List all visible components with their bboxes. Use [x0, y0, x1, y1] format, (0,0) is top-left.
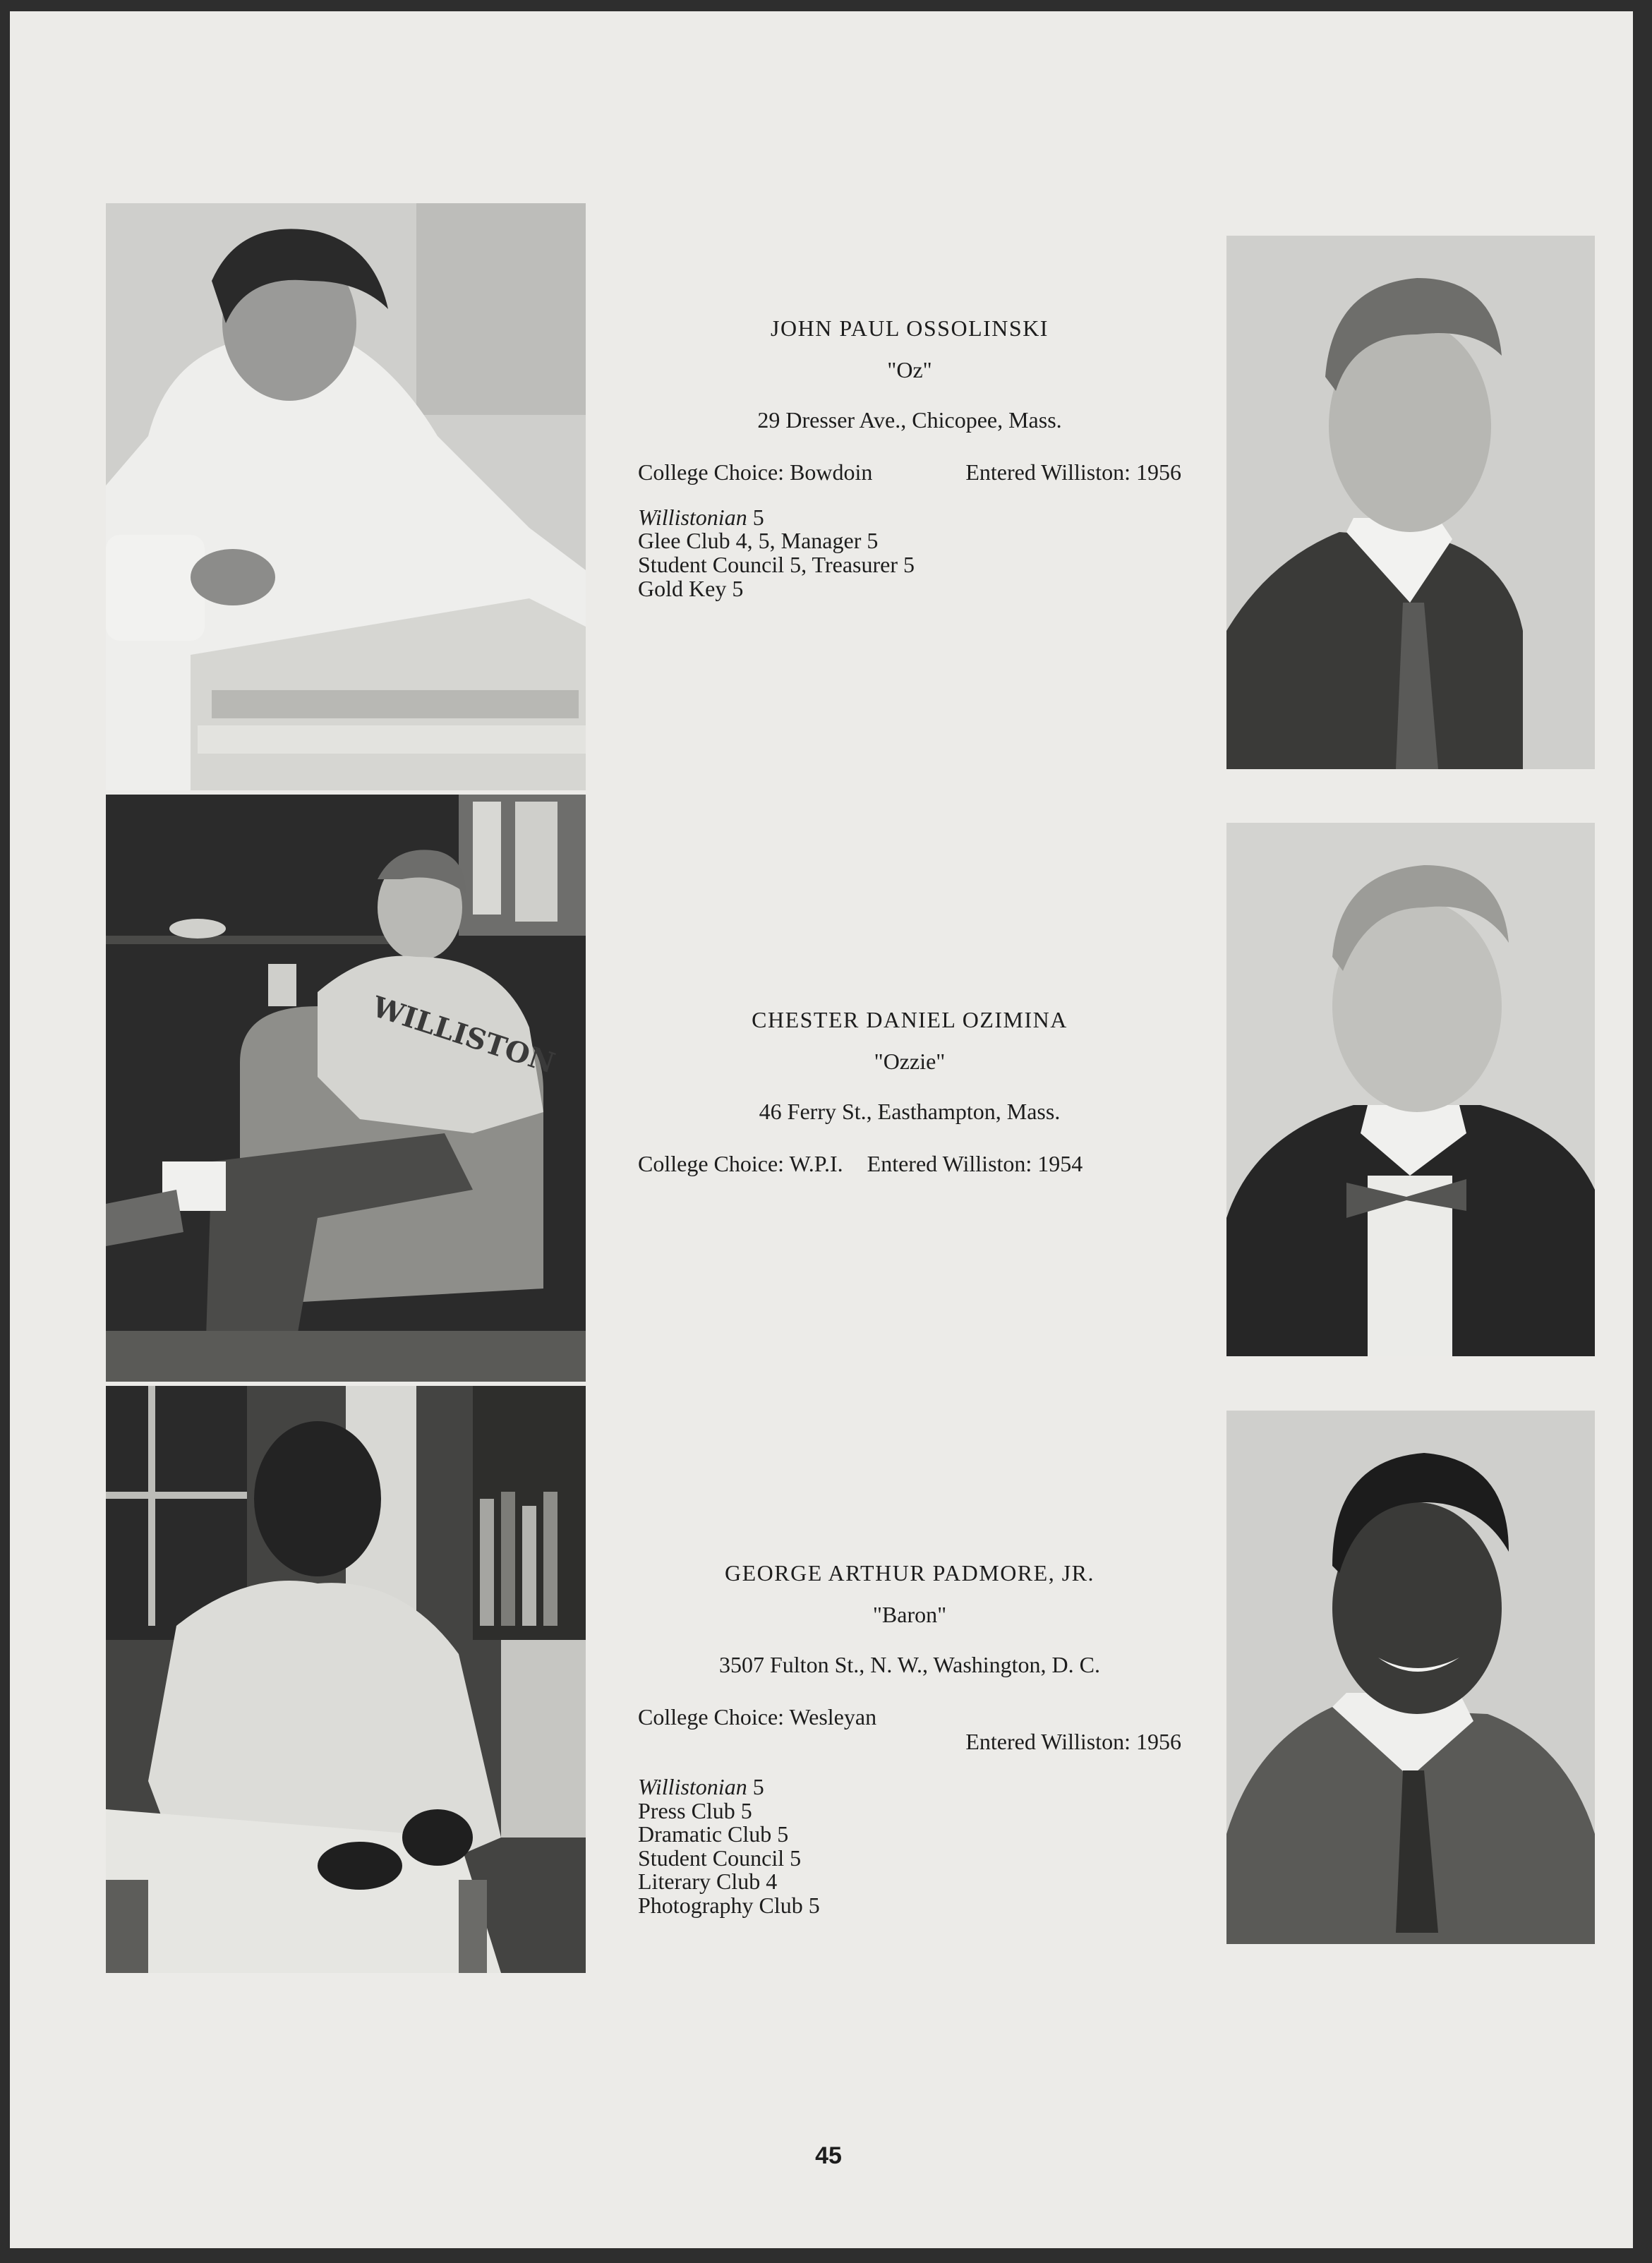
student-name: GEORGE ARTHUR PADMORE, JR. — [725, 1560, 1095, 1586]
student-address: 46 Ferry St., Easthampton, Mass. — [759, 1099, 1061, 1125]
activity-item: Willistonian 5 — [638, 504, 764, 530]
portrait-ozimina — [1226, 823, 1595, 1356]
activity-item: Literary Club 4 — [638, 1869, 778, 1895]
college-line — [638, 460, 1181, 485]
yearbook-page — [10, 11, 1633, 2248]
portrait-padmore — [1226, 1411, 1595, 1944]
activity-item: Photography Club 5 — [638, 1892, 820, 1918]
student-nickname: "Oz" — [887, 357, 932, 383]
student-entry-ozimina — [638, 1008, 1181, 1176]
candid-photo-ozimina — [106, 795, 586, 1382]
activities-list — [638, 1775, 1181, 1918]
activity-item: Dramatic Club 5 — [638, 1821, 789, 1847]
college-line — [638, 1152, 1181, 1176]
activity-item: Student Council 5, Treasurer 5 — [638, 551, 915, 577]
student-nickname: "Baron" — [872, 1602, 947, 1628]
page-number: 45 — [815, 2142, 842, 2169]
student-name: CHESTER DANIEL OZIMINA — [752, 1007, 1068, 1032]
student-address: 3507 Fulton St., N. W., Washington, D. C. — [718, 1652, 1100, 1678]
college-choice: College Choice: Bowdoin — [638, 459, 873, 485]
entered-year: Entered Williston: 1956 — [965, 1728, 1181, 1754]
activities-list — [638, 506, 1181, 601]
activity-item: Glee Club 4, 5, Manager 5 — [638, 528, 879, 554]
college-line — [638, 1705, 1181, 1754]
student-entry-ossolinski — [638, 316, 1181, 601]
college-choice: College Choice: Wesleyan — [638, 1703, 877, 1730]
entered-year: Entered Williston: 1956 — [965, 459, 1181, 485]
student-entry-padmore — [638, 1561, 1181, 1918]
candid-photo-padmore — [106, 1386, 586, 1973]
activity-item: Press Club 5 — [638, 1797, 752, 1823]
activity-item: Student Council 5 — [638, 1845, 802, 1871]
sweater-lettering: WILLISTON — [368, 989, 559, 1080]
student-name: JOHN PAUL OSSOLINSKI — [771, 315, 1049, 341]
student-address: 29 Dresser Ave., Chicopee, Mass. — [757, 407, 1062, 433]
activity-item: Gold Key 5 — [638, 575, 744, 601]
candid-photo-ossolinski — [106, 203, 586, 790]
entered-year: Entered Williston: 1954 — [867, 1150, 1083, 1176]
college-choice: College Choice: W.P.I. — [638, 1150, 843, 1176]
portrait-ossolinski — [1226, 236, 1595, 769]
student-nickname: "Ozzie" — [874, 1049, 946, 1075]
activity-item: Willistonian 5 — [638, 1773, 764, 1799]
